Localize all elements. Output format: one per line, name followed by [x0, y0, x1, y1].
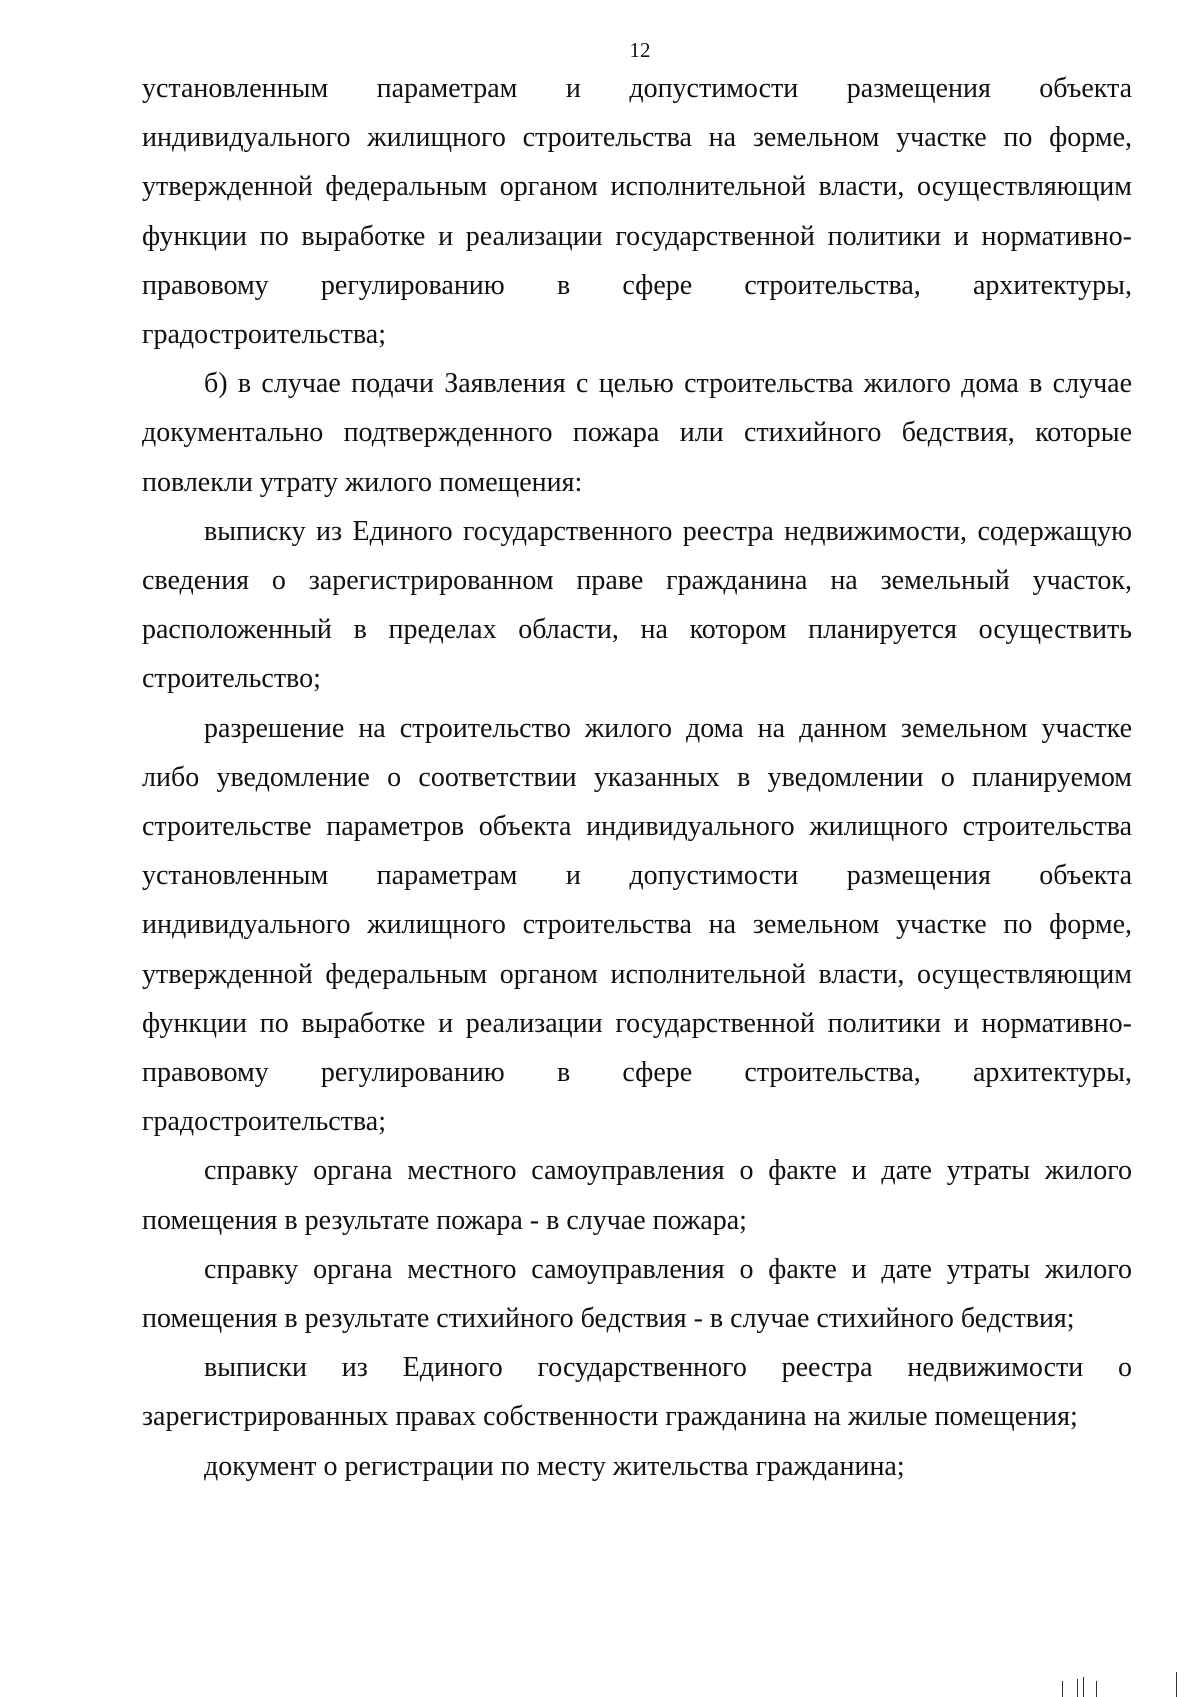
document-body: [142, 64, 1132, 1491]
paragraph-registry-extract-land: выписку из Единого государственного реестра недвижимости, содержащую сведения о зарегистрированном праве гражданина на земельный участок, расположенный в пределах области, на котором планируется осуществить строительство;: [142, 515, 1132, 695]
paragraph-continuation: установленным параметрам и допустимости размещения объекта индивидуального жилищного строительства на земельном участке по форме, утвержденной федеральным органом исполнительной власти, осуществляющим функции по выработке и реализации государственной политики и нормативно-правовому регулированию в сфере строительства, архитектуры, градостроительства;: [142, 73, 1132, 351]
paragraph-residence-registration: документ о регистрации по месту жительства гражданина;: [204, 1450, 905, 1482]
paragraph-registry-extract-housing: выписки из Единого государственного реестра недвижимости о зарегистрированных правах собственности гражданина на жилые помещения;: [142, 1352, 1132, 1433]
scan-mark: [1062, 1681, 1063, 1697]
scan-mark: [1077, 1679, 1078, 1697]
paragraph-item-b: б) в случае подачи Заявления с целью строительства жилого дома в случае документально подтвержденного пожара или стихийного бедствия, которые повлекли утрату жилого помещения:: [142, 368, 1132, 498]
scan-mark: [1096, 1681, 1097, 1697]
paragraph-building-permit: разрешение на строительство жилого дома на данном земельном участке либо уведомление о соответствии указанных в уведомлении о планируемом строительстве параметров объекта индивидуального жилищного строительства установленным параметрам и допустимости размещения объекта индивидуального жилищного строительства на земельном участке по форме, утвержденной федеральным органом исполнительной власти, осуществляющим функции по выработке и реализации государственной политики и нормативно-правовому регулированию в сфере строительства, архитектуры, градостроительства;: [142, 712, 1132, 1138]
scan-mark: [1176, 1672, 1177, 1697]
paragraph-disaster-certificate: справку органа местного самоуправления о факте и дате утраты жилого помещения в результате стихийного бедствия - в случае стихийного бедствия;: [142, 1253, 1132, 1335]
page-number: 12: [629, 38, 651, 62]
scan-mark: [1083, 1677, 1084, 1697]
paragraph-fire-certificate: справку органа местного самоуправления о факте и дате утраты жилого помещения в результате пожара - в случае пожара;: [142, 1155, 1132, 1236]
